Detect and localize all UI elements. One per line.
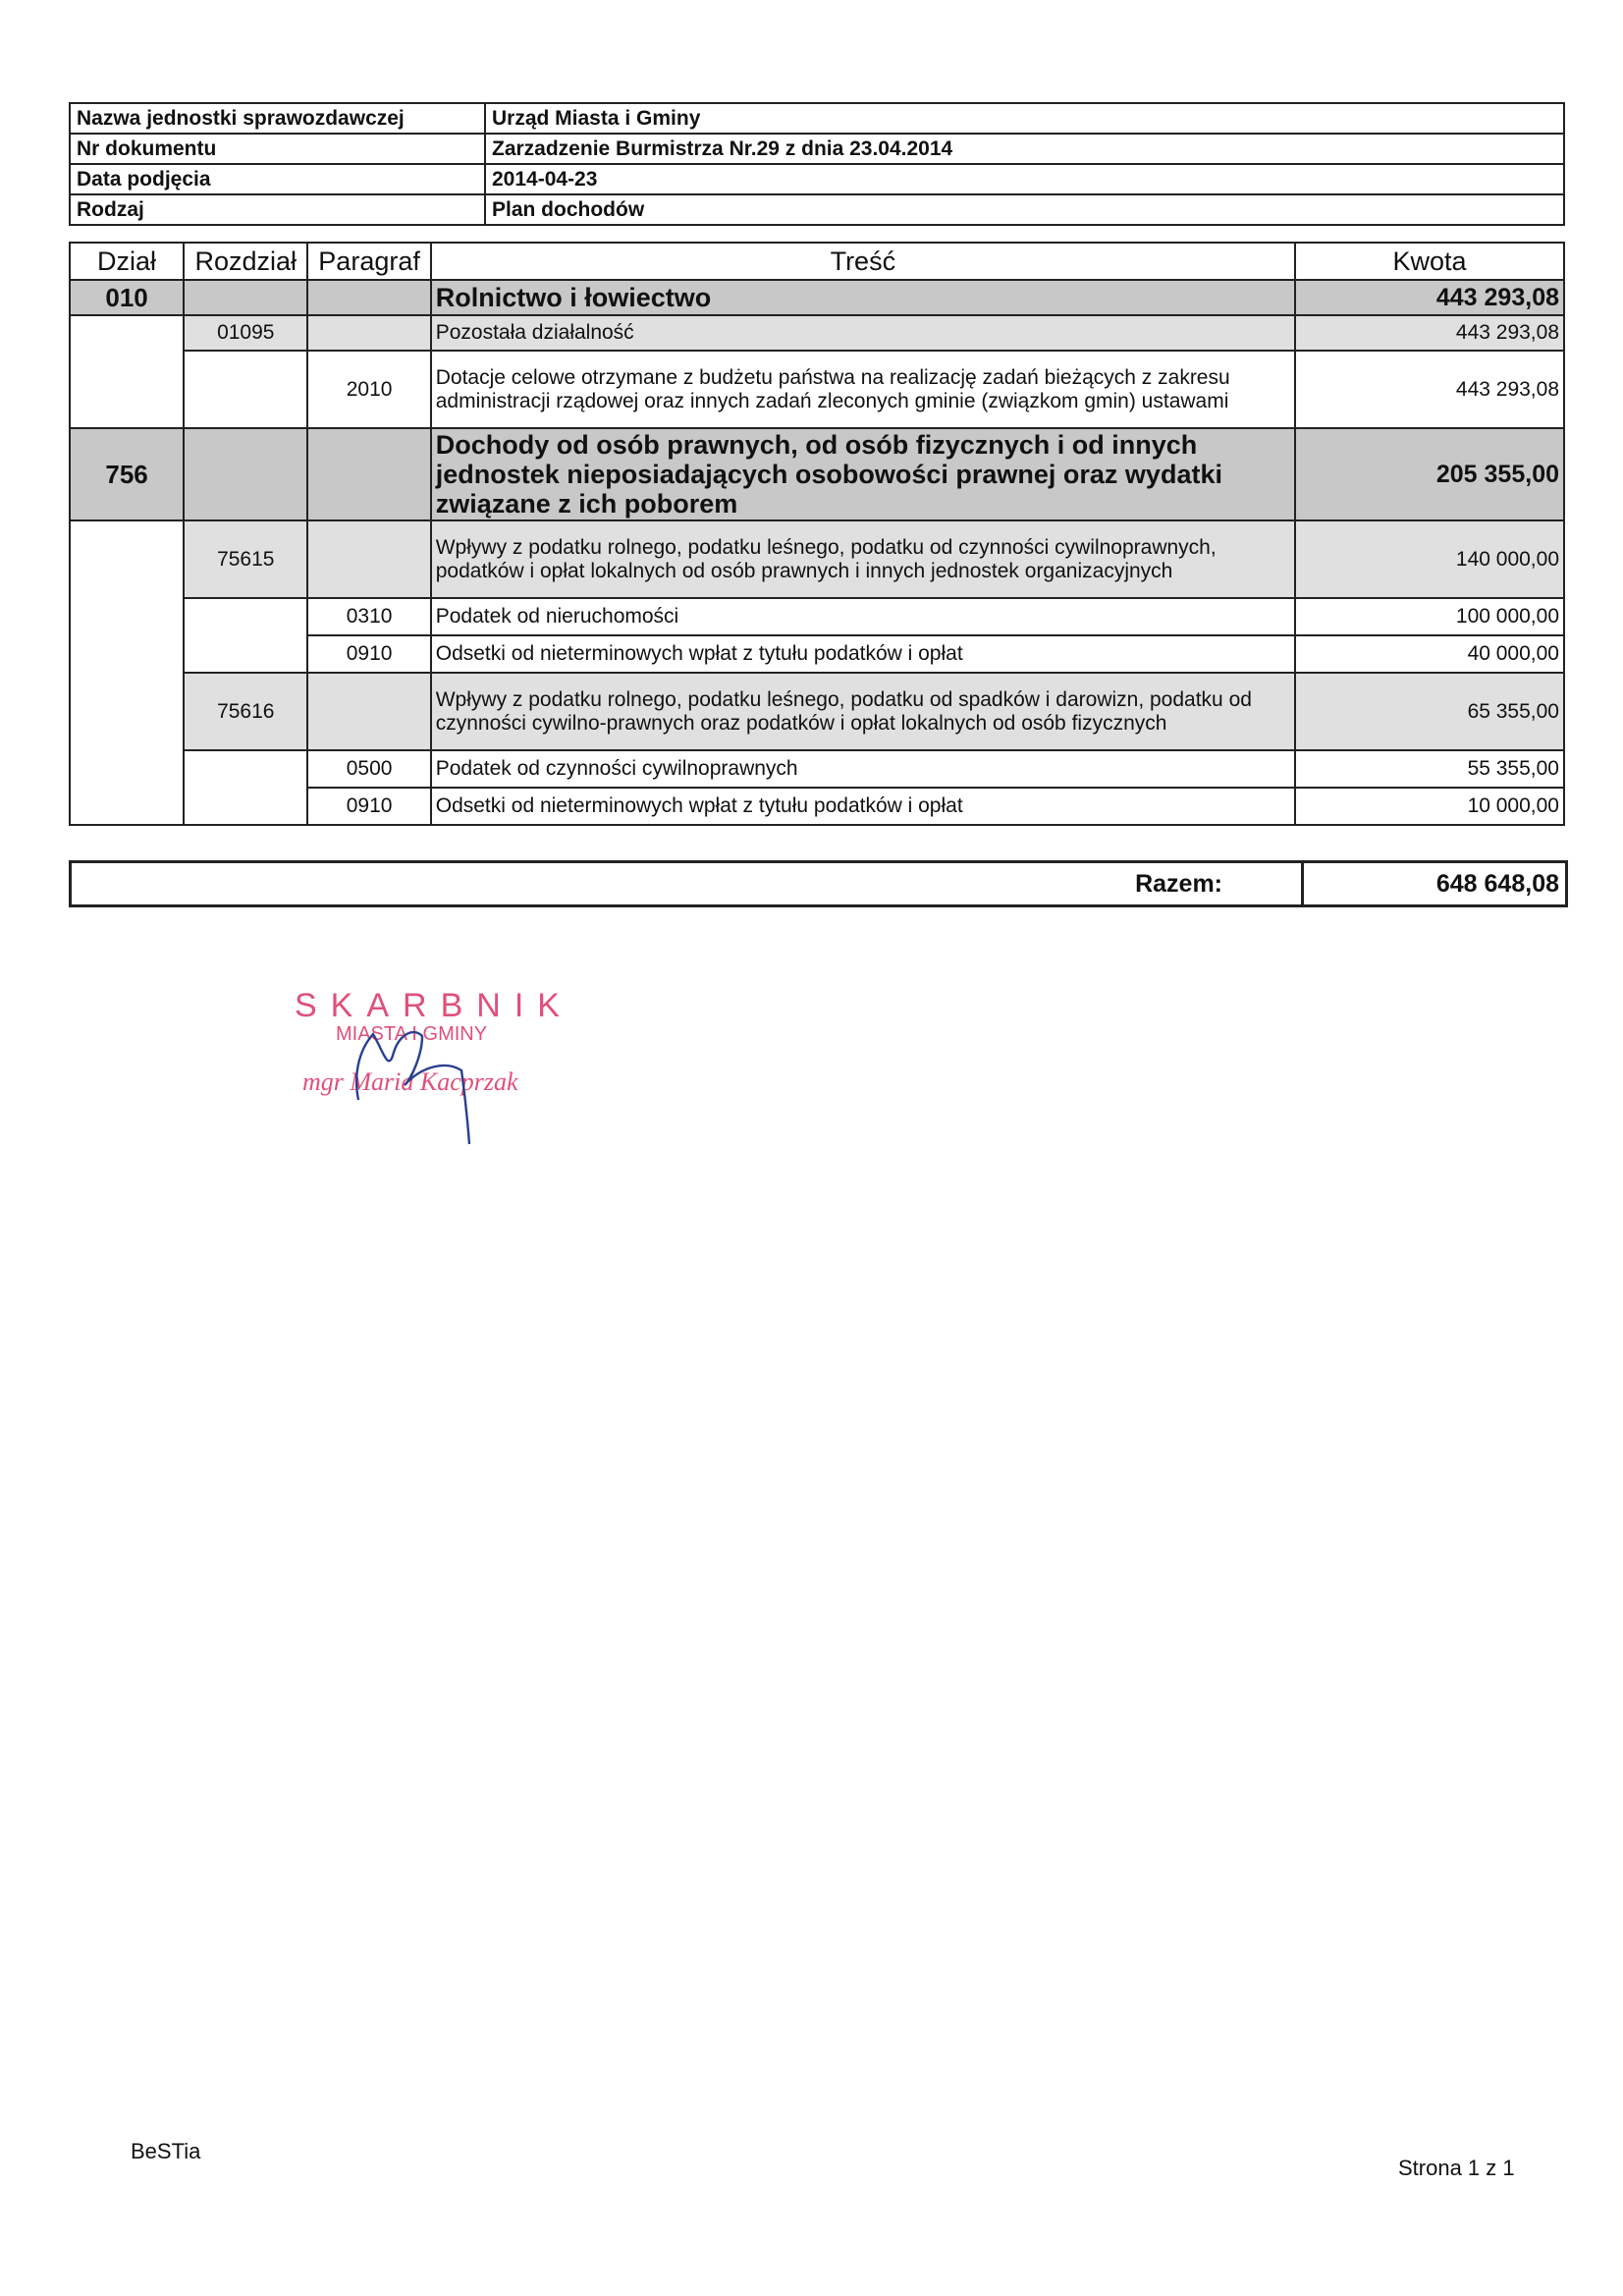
dzial-cell <box>70 520 184 825</box>
info-label: Nr dokumentu <box>70 134 485 164</box>
tresc-cell: Podatek od nieruchomości <box>431 598 1295 635</box>
page-number: Strona 1 z 1 <box>1398 2156 1515 2180</box>
total-row <box>71 862 1567 906</box>
dzial-cell <box>70 315 184 428</box>
rozdzial-cell: 75616 <box>184 673 307 750</box>
paragraf-cell: 0910 <box>307 635 430 673</box>
kwota-cell: 55 355,00 <box>1295 750 1564 788</box>
stamp-title: SKARBNIK <box>295 987 573 1024</box>
kwota-cell: 443 293,08 <box>1295 351 1564 428</box>
tresc-cell: Wpływy z podatku rolnego, podatku leśnego, podatku od spadków i darowizn, podatku od czynności cywilno-prawnych oraz podatków i opłat lokalnych od osób fizycznych <box>431 673 1295 750</box>
kwota-cell: 443 293,08 <box>1295 280 1564 315</box>
tresc-cell: Dochody od osób prawnych, od osób fizycznych i od innych jednostek nieposiadających osobowości prawnej oraz wydatki związane z ich poborem <box>431 428 1295 520</box>
column-header-tresc: Treść <box>431 243 1295 280</box>
paragraf-cell <box>307 673 430 750</box>
info-label: Rodzaj <box>70 194 485 225</box>
info-row <box>70 134 1564 164</box>
table-row <box>70 750 1564 788</box>
rozdzial-cell <box>184 428 307 520</box>
paragraf-cell: 0310 <box>307 598 430 635</box>
kwota-cell: 40 000,00 <box>1295 635 1564 673</box>
paragraf-cell: 2010 <box>307 351 430 428</box>
info-value: Plan dochodów <box>485 194 1564 225</box>
rozdzial-cell <box>184 351 307 428</box>
info-value: Zarzadzenie Burmistrza Nr.29 z dnia 23.04.2014 <box>485 134 1564 164</box>
dzial-cell: 010 <box>70 280 184 315</box>
table-row <box>70 315 1564 351</box>
info-value: Urząd Miasta i Gminy <box>485 103 1564 134</box>
stamp-name: mgr Maria Kacprzak <box>302 1067 518 1096</box>
table-row <box>70 598 1564 635</box>
tresc-cell: Wpływy z podatku rolnego, podatku leśnego, podatku od czynności cywilnoprawnych, podatków i opłat lokalnych od osób prawnych i innych jednostek organizacyjnych <box>431 520 1295 598</box>
info-row <box>70 103 1564 134</box>
kwota-cell: 443 293,08 <box>1295 315 1564 351</box>
tresc-cell: Pozostała działalność <box>431 315 1295 351</box>
paragraf-cell: 0500 <box>307 750 430 788</box>
table-row <box>70 520 1564 598</box>
total-value: 648 648,08 <box>1303 862 1567 906</box>
document-info-table <box>69 102 1565 226</box>
column-header-dzial: Dział <box>70 243 184 280</box>
rozdzial-cell: 01095 <box>184 315 307 351</box>
treasurer-stamp <box>275 977 599 1174</box>
table-row <box>70 428 1564 520</box>
tresc-cell: Odsetki od nieterminowych wpłat z tytułu podatków i opłat <box>431 635 1295 673</box>
table-row <box>70 351 1564 428</box>
column-header-rozdzial: Rozdział <box>184 243 307 280</box>
paragraf-cell <box>307 280 430 315</box>
tresc-cell: Rolnictwo i łowiectwo <box>431 280 1295 315</box>
stamp-subtitle: MIASTA I GMINY <box>336 1023 488 1045</box>
tresc-cell: Odsetki od nieterminowych wpłat z tytułu podatków i opłat <box>431 788 1295 825</box>
paragraf-cell <box>307 428 430 520</box>
kwota-cell: 10 000,00 <box>1295 788 1564 825</box>
rozdzial-cell <box>184 280 307 315</box>
rozdzial-cell <box>184 598 307 673</box>
income-plan-table <box>69 242 1565 826</box>
kwota-cell: 100 000,00 <box>1295 598 1564 635</box>
info-value: 2014-04-23 <box>485 164 1564 194</box>
info-row <box>70 194 1564 225</box>
table-header-row <box>70 243 1564 280</box>
column-header-paragraf: Paragraf <box>307 243 430 280</box>
tresc-cell: Podatek od czynności cywilnoprawnych <box>431 750 1295 788</box>
total-table <box>69 860 1568 907</box>
column-header-kwota: Kwota <box>1295 243 1564 280</box>
info-label: Nazwa jednostki sprawozdawczej <box>70 103 485 134</box>
rozdzial-cell: 75615 <box>184 520 307 598</box>
table-row <box>70 673 1564 750</box>
tresc-cell: Dotacje celowe otrzymane z budżetu państwa na realizację zadań bieżących z zakresu administracji rządowej oraz innych zadań zleconych gminie (związkom gmin) ustawami <box>431 351 1295 428</box>
paragraf-cell <box>307 520 430 598</box>
rozdzial-cell <box>184 750 307 825</box>
kwota-cell: 140 000,00 <box>1295 520 1564 598</box>
software-name: BeSTia <box>131 2139 201 2163</box>
info-label: Data podjęcia <box>70 164 485 194</box>
paragraf-cell <box>307 315 430 351</box>
paragraf-cell: 0910 <box>307 788 430 825</box>
dzial-cell: 756 <box>70 428 184 520</box>
kwota-cell: 65 355,00 <box>1295 673 1564 750</box>
table-row <box>70 280 1564 315</box>
info-row <box>70 164 1564 194</box>
kwota-cell: 205 355,00 <box>1295 428 1564 520</box>
total-label: Razem: <box>71 862 1303 906</box>
